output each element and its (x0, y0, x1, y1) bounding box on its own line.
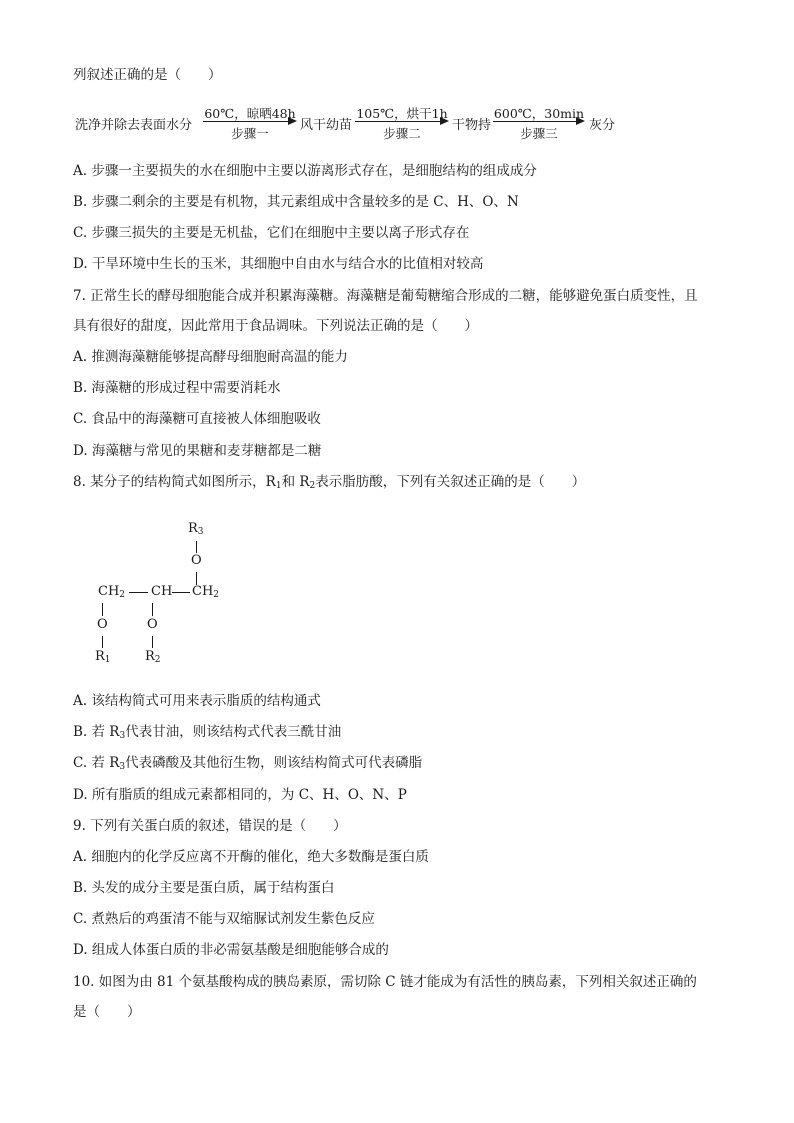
ch2-left: $CH_2$ (98, 584, 126, 600)
arrow-shaft (203, 121, 289, 122)
ch-center: CH (151, 584, 173, 599)
q6-option-c: C. 步骤三损失的主要是无机盐，它们在细胞中主要以离子形式存在 (73, 225, 470, 241)
q7-option-b: B. 海藻糖的形成过程中需要消耗水 (73, 380, 281, 396)
q9-stem: 9. 下列有关蛋白质的叙述，错误的是（ ） (73, 818, 347, 834)
lipid-structure-diagram (85, 515, 255, 675)
flow-mid1: 风干幼苗 (300, 118, 353, 133)
flow-mid2: 干物持 (452, 118, 492, 133)
q6-option-b: B. 步骤二剩余的主要是有机物，其元素组成中含量较多的是 C、H、O、N (73, 194, 519, 210)
q9-option-d: D. 组成人体蛋白质的非必需氨基酸是细胞能够合成的 (73, 942, 389, 958)
step3-label: 步骤三 (520, 126, 558, 141)
q8-option-d: D. 所有脂质的组成元素都相同的，为 C、H、O、N、P (73, 787, 407, 803)
q9-option-c: C. 煮熟后的鸡蛋清不能与双缩脲试剂发生紫色反应 (73, 911, 375, 927)
q6-option-d: D. 干旱环境中生长的玉米，其细胞中自由水与结合水的比值相对较高 (73, 256, 484, 272)
q8-stem-part3: 表示脂肪酸，下列有关叙述正确的是（ ） (315, 474, 586, 490)
q7-stem-line1: 7. 正常生长的酵母细胞能合成并积累海藻糖。海藻糖是葡萄糖缩合形成的二糖，能够避免蛋白质变性，且 (73, 288, 698, 304)
o-center: O (147, 617, 158, 632)
step2-label: 步骤二 (383, 126, 421, 141)
flow-end: 灰分 (589, 118, 616, 133)
q7-option-c: C. 食品中的海藻糖可直接被人体细胞吸收 (73, 411, 321, 427)
q7-option-d: D. 海藻糖与常见的果糖和麦芽糖都是二糖 (73, 443, 322, 459)
step1-label: 步骤一 (231, 126, 269, 141)
q6-option-a: A. 步骤一主要损失的水在细胞中主要以游离形式存在，是细胞结构的组成成分 (73, 163, 537, 179)
q8-option-c: C. 若 $R_3$代表磷酸及其他衍生物，则该结构简式可代表磷脂 (73, 755, 423, 772)
r2-label: $R_2$ (145, 649, 161, 665)
flow-arrow-step1 (203, 100, 297, 144)
q8-option-a: A. 该结构简式可用来表示脂质的结构通式 (73, 693, 321, 709)
q9-option-a: A. 细胞内的化学反应离不开酶的催化，绝大多数酶是蛋白质 (73, 849, 429, 865)
q9-option-b: B. 头发的成分主要是蛋白质，属于结构蛋白 (73, 880, 335, 896)
bond-ch-o-center (152, 603, 153, 616)
step2-condition: 105℃，烘干1h (356, 106, 448, 121)
flow-start: 洗净并除去表面水分 (75, 118, 193, 133)
o-left: O (97, 617, 108, 632)
q7-option-a: A. 推测海藻糖能够提高酵母细胞耐高温的能力 (73, 349, 348, 365)
q7-stem-line2: 具有很好的甜度，因此常用于食品调味。下列说法正确的是（ ） (73, 318, 478, 334)
bond-ch-ch2 (172, 592, 190, 593)
o-top: O (191, 553, 202, 568)
q6-stem-tail: 列叙述正确的是（ ） (73, 67, 222, 83)
ch2-right: $CH_2$ (192, 584, 220, 600)
q10-stem-line1: 10. 如图为由 81 个氨基酸构成的胰岛素原，需切除 C 链才能成为有活性的胰岛素，下列相关叙述正确的 (73, 974, 697, 990)
q8-stem-part2: 和 R (281, 474, 310, 490)
q8-option-b: B. 若 $R_3$代表甘油，则该结构式代表三酰甘油 (73, 724, 342, 741)
r3-label: $R_3$ (188, 521, 204, 537)
arrow-shaft (355, 121, 441, 122)
step3-condition: 600℃，30min (493, 106, 585, 121)
experiment-flowchart (75, 100, 635, 144)
step1-condition: 60℃，晾晒48h (204, 106, 296, 121)
bond-o-r1 (102, 636, 103, 648)
bond-r3-o (196, 541, 197, 553)
bond-o-r2 (152, 636, 153, 648)
bond-ch2-ch (129, 592, 148, 593)
arrow-shaft (493, 121, 577, 122)
flow-arrow-step2 (355, 100, 449, 144)
q8-stem (73, 473, 734, 495)
q10-stem-line2: 是（ ） (73, 1004, 141, 1020)
r1-label: $R_1$ (95, 649, 111, 665)
flow-arrow-step3 (493, 100, 585, 144)
bond-ch2-o-left (102, 603, 103, 616)
q8-sub2: 2 (309, 481, 316, 491)
q8-sub1: 1 (275, 481, 282, 491)
q8-stem-part1: 8. 某分子的结构简式如图所示，R (73, 474, 276, 490)
